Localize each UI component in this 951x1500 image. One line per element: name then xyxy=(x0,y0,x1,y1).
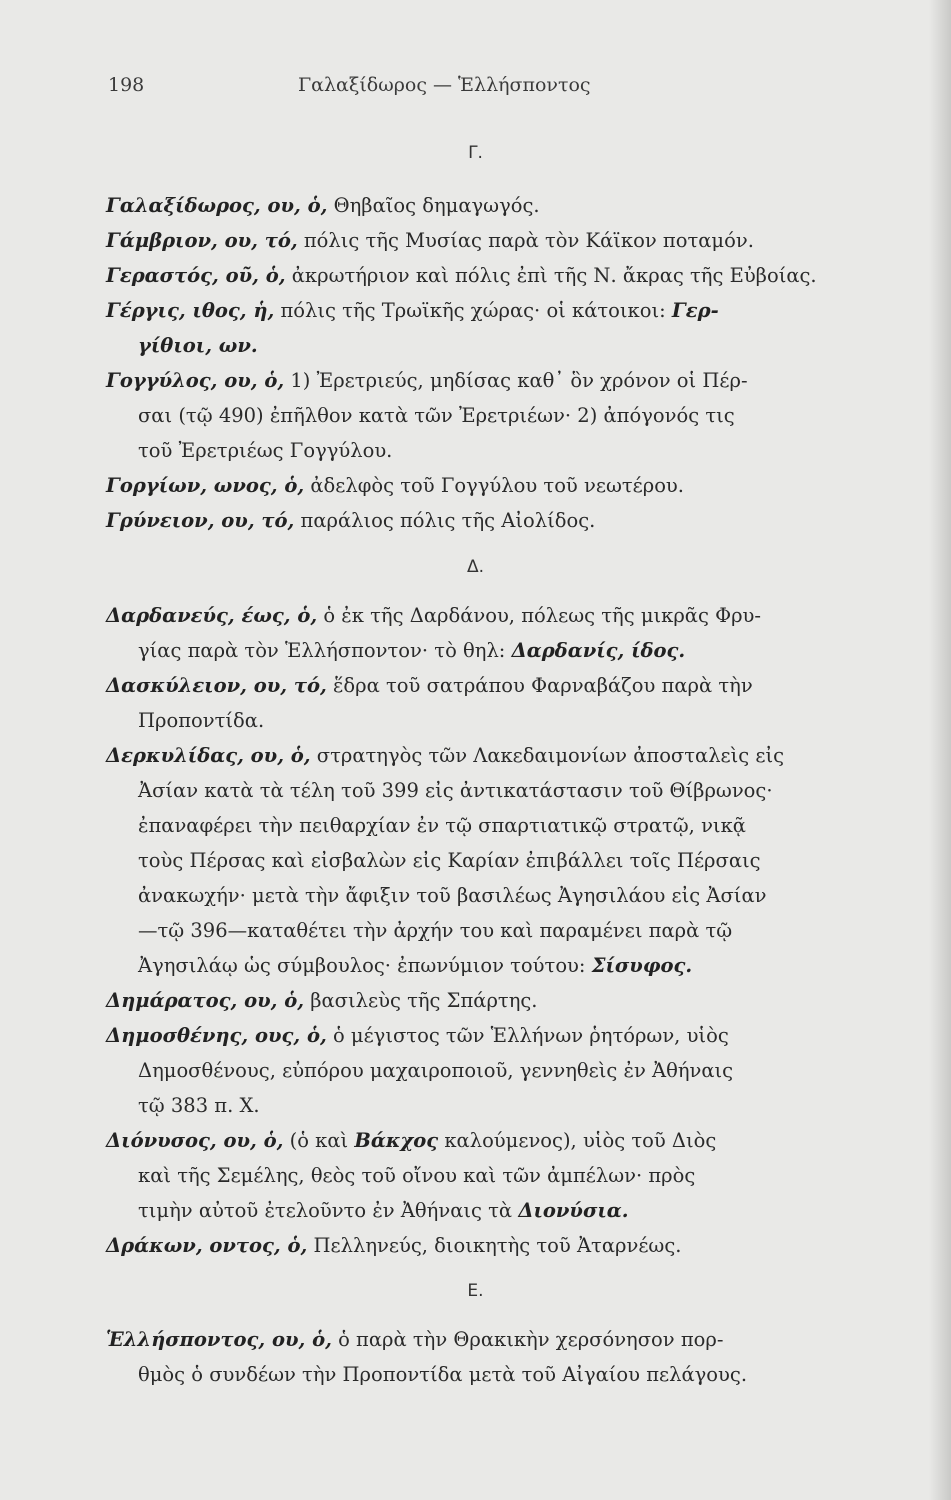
entry-text: ἐπαναφέρει τὴν πειθαρχίαν ἐν τῷ σπαρτιατικῷ στρατῷ, νικᾷ xyxy=(138,814,746,837)
headword: Διόνυσος, ου, ὁ, xyxy=(106,1129,284,1152)
entry-text: τιμὴν αὐτοῦ ἐτελοῦντο ἐν Ἀθήναις τὰ xyxy=(138,1199,519,1222)
entry-text: θμὸς ὁ συνδέων τὴν Προποντίδα μετὰ τοῦ Αἰγαίου πελάγους. xyxy=(138,1363,748,1386)
entry-text: Ἀγησιλάῳ ὡς σύμβουλος· ἐπωνύμιον τούτου: xyxy=(138,954,592,977)
emphasis: γίθιοι, ων. xyxy=(138,334,258,357)
entry-line xyxy=(138,433,870,468)
entry-line xyxy=(138,633,870,668)
emphasis: Σίσυφος. xyxy=(591,954,693,977)
entry-text: τῷ 383 π. Χ. xyxy=(138,1094,260,1117)
entry-text: Πελληνεύς, διοικητὴς τοῦ Ἀταρνέως. xyxy=(307,1234,682,1257)
entry-text: σαι (τῷ 490) ἐπῆλθον κατὰ τῶν Ἐρετριέων· 2) ἀπόγονός τις xyxy=(138,404,735,427)
entry-text: ὁ παρὰ τὴν Θρακικὴν χερσόνησον πορ- xyxy=(331,1328,724,1351)
entry-line xyxy=(138,703,870,738)
entry-text: ἀνακωχήν· μετὰ τὴν ἄφιξιν τοῦ βασιλέως Ἀγησιλάου εἰς Ἀσίαν xyxy=(138,884,767,907)
entry-line xyxy=(138,398,870,433)
headword: Γέργις, ιθος, ἡ, xyxy=(106,299,275,322)
headword: Γάμβριον, ου, τό, xyxy=(106,229,298,252)
entry-line xyxy=(138,773,870,808)
entry-text: —τῷ 396—καταθέτει τὴν ἀρχήν του καὶ παραμένει παρὰ τῷ xyxy=(138,919,733,942)
headword: Δασκύλειον, ου, τό, xyxy=(106,674,327,697)
entry-line xyxy=(138,948,870,983)
headword: Δράκων, οντος, ὁ, xyxy=(106,1234,308,1257)
entry-text: πόλις τῆς Τρωϊκῆς χώρας· οἱ κάτοικοι: xyxy=(274,299,672,322)
entry-text: τοῦ Ἐρετριέως Γογγύλου. xyxy=(138,439,393,462)
entry-line xyxy=(138,1053,870,1088)
section-letter-epsilon: Ε. xyxy=(467,1281,484,1301)
entry-line xyxy=(106,188,870,223)
entry-text: ὁ μέγιστος τῶν Ἑλλήνων ῥητόρων, υἱὸς xyxy=(326,1024,729,1047)
emphasis: Δαρδανίς, ίδος. xyxy=(511,639,686,662)
entry-text: Ἀσίαν κατὰ τὰ τέλη τοῦ 399 εἰς ἀντικατάστασιν τοῦ Θίβρωνος· xyxy=(138,779,773,802)
entry-line xyxy=(138,1193,870,1228)
entry-line xyxy=(106,738,870,773)
entry-text: ἀκρωτήριον καὶ πόλις ἐπὶ τῆς Ν. ἄκρας τῆς Εὐβοίας. xyxy=(285,264,817,287)
entry-line xyxy=(106,363,870,398)
entry-text: καλούμενος), υἱὸς τοῦ Διὸς xyxy=(438,1129,717,1152)
headword: Δημοσθένης, ους, ὁ, xyxy=(106,1024,327,1047)
entry-line xyxy=(138,913,870,948)
entry-line xyxy=(106,1228,870,1263)
entry-text: βασιλεὺς τῆς Σπάρτης. xyxy=(304,989,538,1012)
entry-line xyxy=(138,1088,870,1123)
entry-text: Προποντίδα. xyxy=(138,709,265,732)
entry-line xyxy=(138,878,870,913)
entry-text: στρατηγὸς τῶν Λακεδαιμονίων ἀποσταλεὶς εἰς xyxy=(310,744,785,767)
entry-text: (ὁ καὶ xyxy=(283,1129,355,1152)
entry-line xyxy=(106,983,870,1018)
entry-line xyxy=(106,1123,870,1158)
entry-line xyxy=(138,808,870,843)
page-edge-shadow xyxy=(929,0,951,1500)
entry-line xyxy=(106,503,870,538)
entry-text: Δημοσθένους, εὐπόρου μαχαιροποιοῦ, γεννηθεὶς ἐν Ἀθήναις xyxy=(138,1059,734,1082)
section-letter-gamma: Γ. xyxy=(468,143,483,163)
headword: Δημάρατος, ου, ὁ, xyxy=(106,989,305,1012)
emphasis: Διονύσια. xyxy=(518,1199,629,1222)
entry-text: τοὺς Πέρσας καὶ εἰσβαλὼν εἰς Καρίαν ἐπιβάλλει τοῖς Πέρσαις xyxy=(138,849,761,872)
entry-line xyxy=(138,1158,870,1193)
headword: Ἑλλήσποντος, ου, ὁ, xyxy=(106,1328,332,1351)
entry-line xyxy=(138,1357,870,1392)
page-number: 198 xyxy=(108,74,145,96)
entry-line xyxy=(106,468,870,503)
entry-text: γίας παρὰ τὸν Ἑλλήσποντον· τὸ θηλ: xyxy=(138,639,512,662)
headword: Γαλαξίδωρος, ου, ὁ, xyxy=(106,194,328,217)
entry-line xyxy=(138,843,870,878)
entry-line xyxy=(106,258,870,293)
headword: Γογγύλος, ου, ὁ, xyxy=(106,369,285,392)
headword: Δαρδανεύς, έως, ὁ, xyxy=(106,604,318,627)
headword: Δερκυλίδας, ου, ὁ, xyxy=(106,744,311,767)
entry-text: ὁ ἐκ τῆς Δαρδάνου, πόλεως τῆς μικρᾶς Φρυ- xyxy=(317,604,761,627)
page-header xyxy=(108,74,668,104)
entry-text: ἀδελφὸς τοῦ Γογγύλου τοῦ νεωτέρου. xyxy=(304,474,684,497)
entry-text: παράλιος πόλις τῆς Αἰολίδος. xyxy=(294,509,596,532)
entry-line xyxy=(106,1322,870,1357)
headword: Γεραστός, οῦ, ὁ, xyxy=(106,264,286,287)
entry-text: πόλις τῆς Μυσίας παρὰ τὸν Κάϊκον ποταμόν. xyxy=(297,229,754,252)
running-head: Γαλαξίδωρος — Ἑλλήσποντος xyxy=(298,74,591,96)
entry-text: Θηβαῖος δημαγωγός. xyxy=(327,194,540,217)
entry-text: 1) Ἐρετριεύς, μηδίσας καθ᾽ ὃν χρόνον οἱ Πέρ- xyxy=(284,369,748,392)
emphasis: Γερ- xyxy=(671,299,719,322)
headword: Γοργίων, ωνος, ὁ, xyxy=(106,474,305,497)
entry-line xyxy=(106,668,870,703)
section-letter-delta: Δ. xyxy=(466,557,485,577)
entry-line xyxy=(106,293,870,328)
entry-line xyxy=(106,598,870,633)
entry-line xyxy=(138,328,870,363)
headword: Γρύνειον, ου, τό, xyxy=(106,509,295,532)
entry-text: καὶ τῆς Σεμέλης, θεὸς τοῦ οἴνου καὶ τῶν ἀμπέλων· πρὸς xyxy=(138,1164,696,1187)
emphasis: Βάκχος xyxy=(354,1129,439,1152)
entry-line xyxy=(106,1018,870,1053)
entry-text: ἕδρα τοῦ σατράπου Φαρναβάζου παρὰ τὴν xyxy=(326,674,753,697)
entry-line xyxy=(106,223,870,258)
